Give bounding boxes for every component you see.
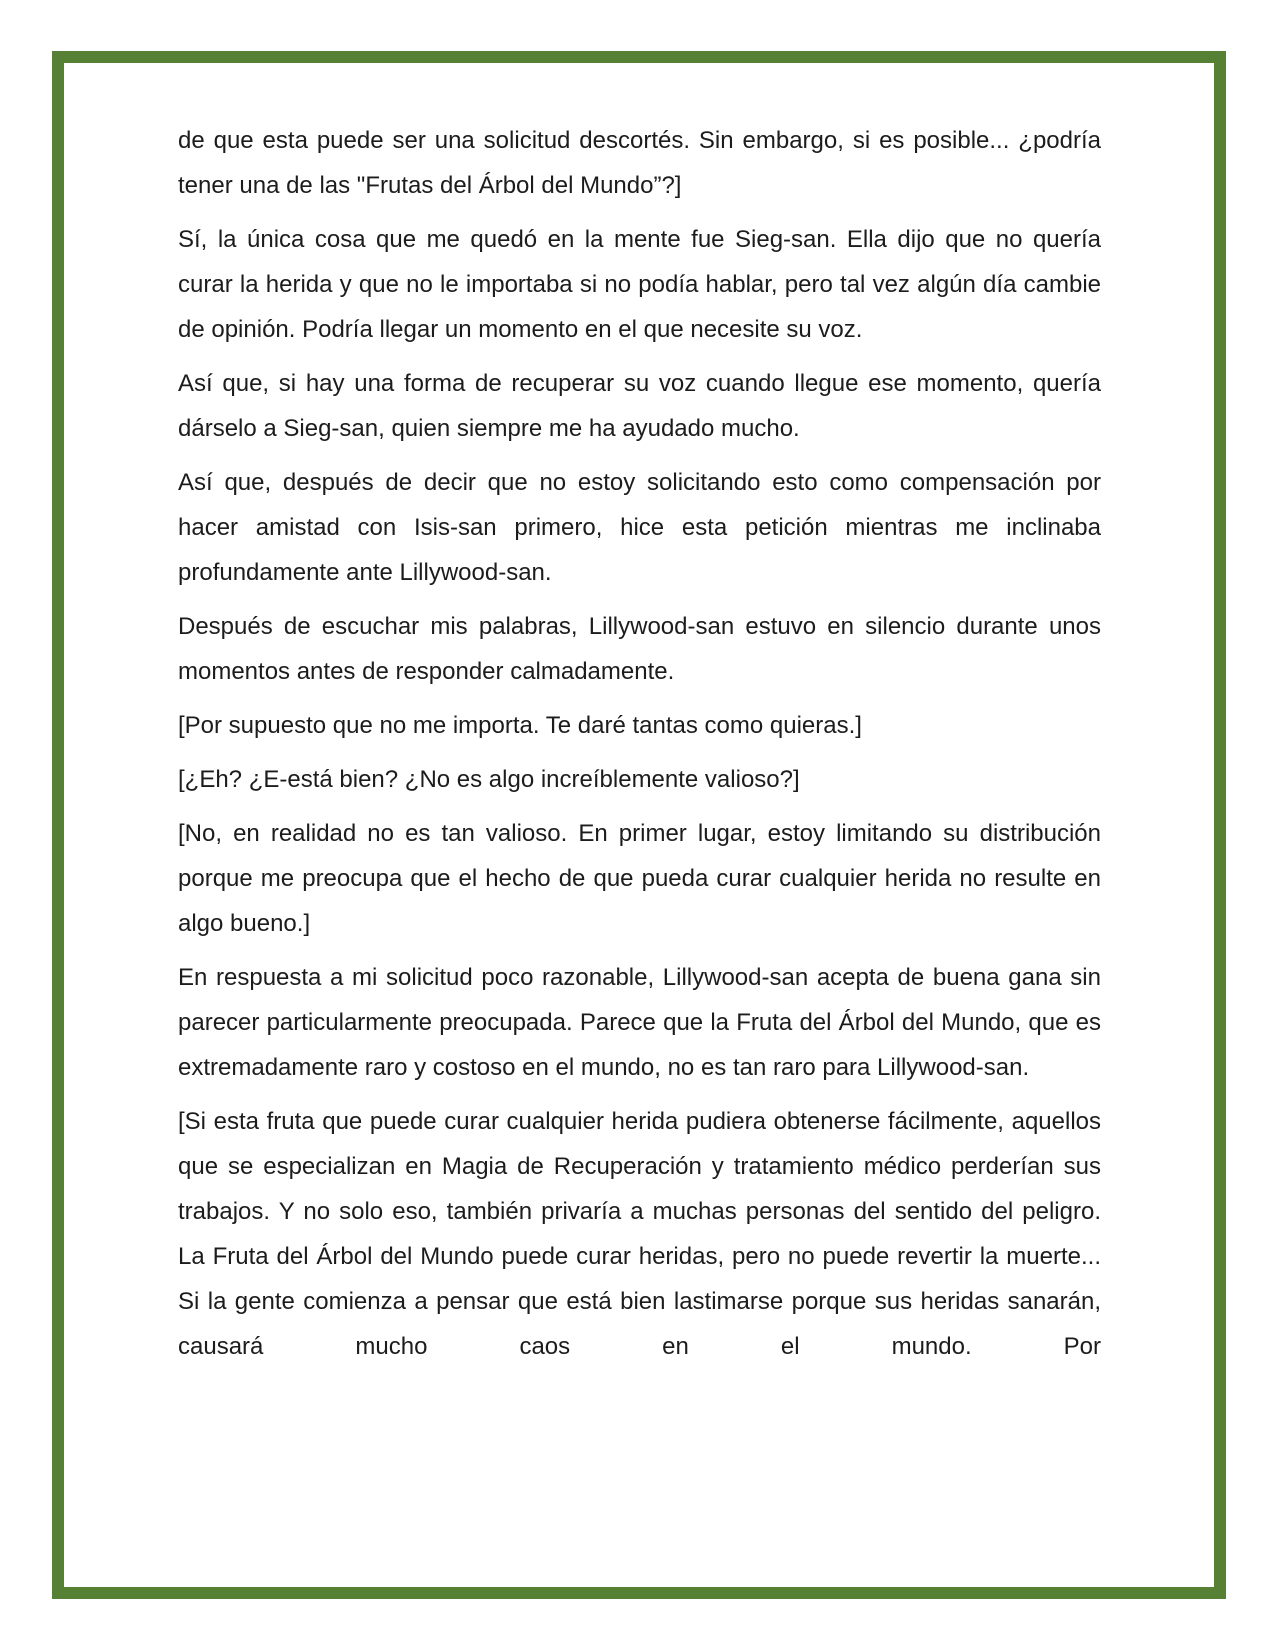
paragraph-dialogue: [¿Eh? ¿E-está bien? ¿No es algo increíblemente valioso?] (178, 766, 800, 793)
page-border-frame (52, 51, 1226, 1599)
paragraph: Después de escuchar mis palabras, Lillywood-san estuvo en silencio durante unos momentos antes de responder calmadamente. (178, 613, 1101, 685)
paragraph: En respuesta a mi solicitud poco razonable, Lillywood-san acepta de buena gana sin parecer particularmente preocupada. Parece que la Fruta del Árbol del Mundo, que es extremadamente raro y costoso en el mundo, no es tan raro para Lillywood-san. (178, 964, 1101, 1081)
paragraph: Así que, después de decir que no estoy solicitando esto como compensación por hacer amistad con Isis-san primero, hice esta petición mientras me inclinaba profundamente ante Lillywood-san. (178, 469, 1101, 586)
document-text-block (64, 63, 1214, 1369)
paragraph-continued-from-previous-page: de que esta puede ser una solicitud descortés. Sin embargo, si es posible... ¿podría tener una de las "Frutas del Árbol del Mundo”?] (178, 127, 1101, 199)
paragraph-continues-next-page: [Si esta fruta que puede curar cualquier herida pudiera obtenerse fácilmente, aquellos que se especializan en Magia de Recuperación y tratamiento médico perderían sus trabajos. Y no solo eso, también privaría a muchas personas del sentido del peligro. La Fruta del Árbol del Mundo puede curar heridas, pero no puede revertir la muerte... Si la gente comienza a pensar que está bien lastimarse porque sus heridas sanarán, causará mucho caos en el mundo. Por (178, 1108, 1101, 1360)
paragraph: Sí, la única cosa que me quedó en la mente fue Sieg-san. Ella dijo que no quería curar la herida y que no le importaba si no podía hablar, pero tal vez algún día cambie de opinión. Podría llegar un momento en el que necesite su voz. (178, 226, 1101, 343)
paragraph-dialogue: [Por supuesto que no me importa. Te daré tantas como quieras.] (178, 712, 862, 739)
paragraph: Así que, si hay una forma de recuperar su voz cuando llegue ese momento, quería dárselo a Sieg-san, quien siempre me ha ayudado mucho. (178, 370, 1101, 442)
paragraph-dialogue: [No, en realidad no es tan valioso. En primer lugar, estoy limitando su distribución porque me preocupa que el hecho de que pueda curar cualquier herida no resulte en algo bueno.] (178, 820, 1101, 937)
